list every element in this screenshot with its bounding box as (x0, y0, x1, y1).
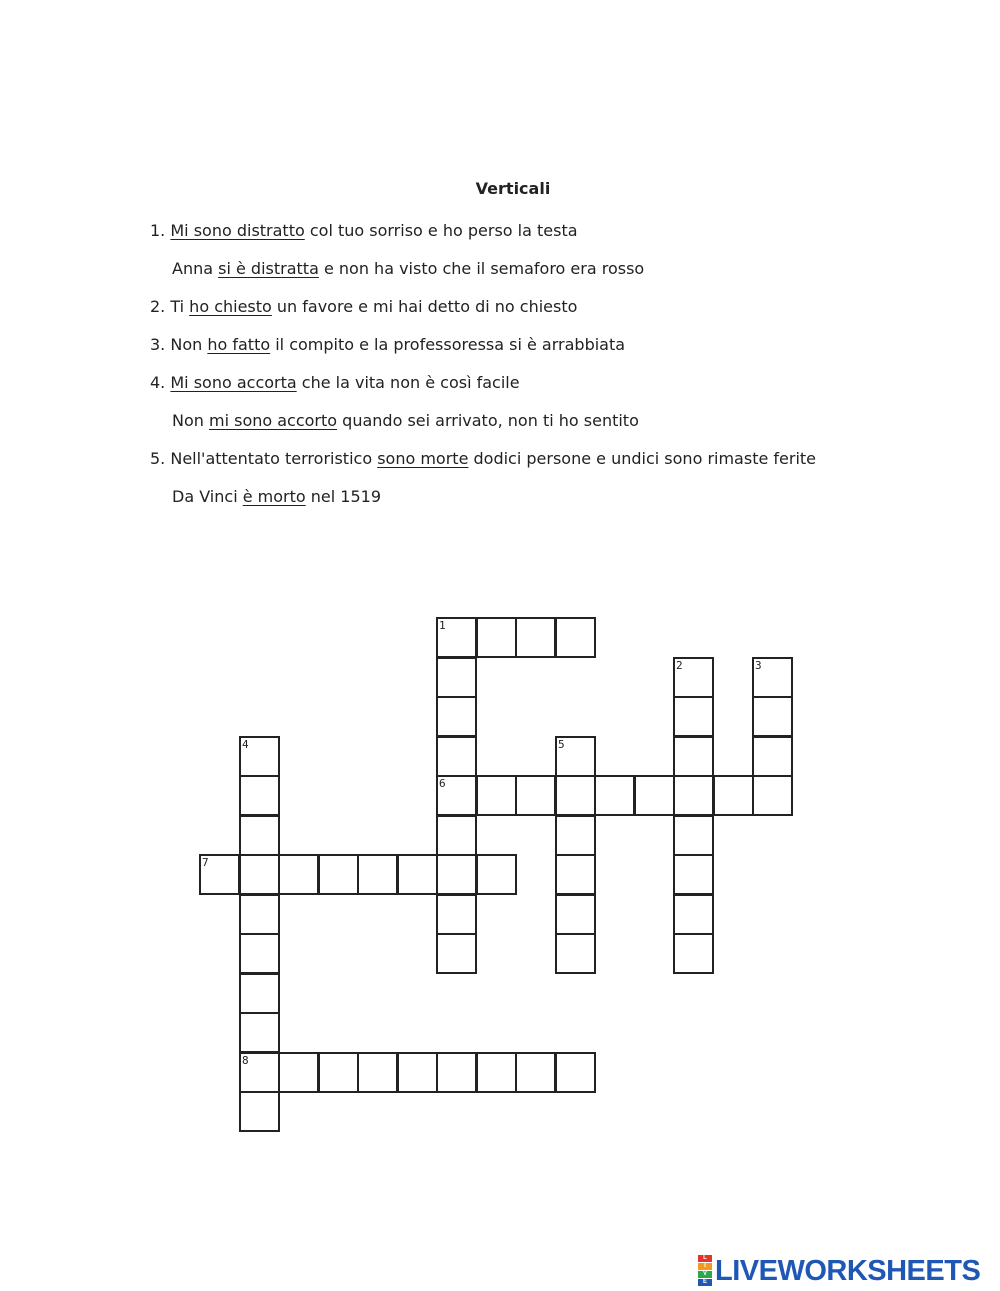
clue-line (150, 372, 520, 394)
crossword-cell[interactable] (357, 1052, 398, 1093)
logo-letter-box: V (698, 1271, 712, 1278)
crossword-cell[interactable] (476, 854, 517, 895)
clue-text: che la vita non è così facile (296, 373, 520, 392)
crossword-cell[interactable] (673, 854, 714, 895)
clue-text: quando sei arrivato, non ti ho sentito (337, 411, 639, 430)
clue-number: 1 (439, 619, 446, 632)
logo-letter-box: E (698, 1279, 712, 1286)
crossword-cell[interactable] (436, 894, 477, 935)
clue-number: 6 (439, 777, 446, 790)
crossword-cell[interactable] (278, 854, 319, 895)
clue-line (150, 334, 625, 356)
crossword-cell[interactable] (436, 1052, 477, 1093)
crossword-cell[interactable] (515, 617, 556, 658)
clue-answer-verb: Mi sono accorta (170, 373, 297, 392)
crossword-cell[interactable] (555, 894, 596, 935)
crossword-cell[interactable] (555, 775, 596, 816)
clue-number: 4 (242, 738, 249, 751)
crossword-cell[interactable] (555, 815, 596, 856)
crossword-cell[interactable] (673, 696, 714, 737)
crossword-cell[interactable] (594, 775, 635, 816)
crossword-cell[interactable] (199, 854, 240, 895)
clue-number: 7 (202, 856, 209, 869)
crossword-cell[interactable] (239, 933, 280, 974)
clue-text: un favore e mi hai detto di no chiesto (271, 297, 578, 316)
clue-text: il compito e la professoressa si è arrabbiata (270, 335, 626, 354)
crossword-cell[interactable] (318, 1052, 359, 1093)
crossword-cell[interactable] (752, 736, 793, 777)
crossword-cell[interactable] (555, 933, 596, 974)
logo-icon (698, 1255, 712, 1286)
crossword-cell[interactable] (436, 815, 477, 856)
crossword-cell[interactable] (239, 1052, 280, 1093)
crossword-cell[interactable] (239, 1012, 280, 1053)
clue-answer-verb: Mi sono distratto (170, 221, 305, 240)
crossword-cell[interactable] (436, 775, 477, 816)
clue-text: 2. Ti (150, 297, 190, 316)
crossword-cell[interactable] (555, 854, 596, 895)
crossword-cell[interactable] (673, 736, 714, 777)
liveworksheets-logo (698, 1255, 980, 1286)
crossword-cell[interactable] (555, 617, 596, 658)
crossword-cell[interactable] (239, 854, 280, 895)
clue-number: 3 (755, 659, 762, 672)
crossword-cell[interactable] (239, 775, 280, 816)
clue-line (172, 410, 639, 432)
crossword-cell[interactable] (515, 1052, 556, 1093)
clue-line (172, 258, 644, 280)
clue-answer-verb: ho fatto (207, 335, 271, 354)
clue-number: 5 (558, 738, 565, 751)
crossword-cell[interactable] (397, 1052, 438, 1093)
crossword-cell[interactable] (555, 736, 596, 777)
clue-text: dodici persone e undici sono rimaste ferite (468, 449, 817, 468)
clue-answer-verb: mi sono accorto (208, 411, 338, 430)
crossword-cell[interactable] (239, 1091, 280, 1132)
clue-number: 2 (676, 659, 683, 672)
section-title: Verticali (475, 179, 551, 198)
clue-answer-verb: è morto (242, 487, 306, 506)
clue-text: 5. Nell'attentato terroristico (150, 449, 378, 468)
clue-text: Anna (172, 259, 219, 278)
clue-text: nel 1519 (305, 487, 381, 506)
crossword-cell[interactable] (278, 1052, 319, 1093)
crossword-cell[interactable] (239, 894, 280, 935)
crossword-cell[interactable] (515, 775, 556, 816)
clue-number: 8 (242, 1054, 249, 1067)
crossword-cell[interactable] (436, 854, 477, 895)
crossword-cell[interactable] (673, 657, 714, 698)
crossword-cell[interactable] (634, 775, 675, 816)
clue-answer-verb: sono morte (377, 449, 469, 468)
crossword-cell[interactable] (436, 617, 477, 658)
clue-text: col tuo sorriso e ho perso la testa (304, 221, 578, 240)
clue-text: Da Vinci (172, 487, 243, 506)
crossword-cell[interactable] (436, 657, 477, 698)
crossword-cell[interactable] (752, 696, 793, 737)
clue-text: 3. Non (150, 335, 208, 354)
crossword-cell[interactable] (318, 854, 359, 895)
crossword-cell[interactable] (357, 854, 398, 895)
crossword-cell[interactable] (752, 657, 793, 698)
crossword-cell[interactable] (673, 933, 714, 974)
logo-text: LIVEWORKSHEETS (715, 1254, 981, 1287)
logo-letter-box: I (698, 1263, 712, 1270)
crossword-cell[interactable] (673, 894, 714, 935)
crossword-cell[interactable] (436, 696, 477, 737)
crossword-cell[interactable] (239, 815, 280, 856)
clue-line (150, 296, 577, 318)
clue-line (150, 220, 578, 242)
crossword-cell[interactable] (476, 775, 517, 816)
clue-text: 4. (150, 373, 171, 392)
crossword-cell[interactable] (476, 1052, 517, 1093)
clue-answer-verb: ho chiesto (189, 297, 272, 316)
crossword-cell[interactable] (713, 775, 754, 816)
clue-line (150, 448, 816, 470)
clue-text: 1. (150, 221, 171, 240)
crossword-cell[interactable] (397, 854, 438, 895)
crossword-cell[interactable] (673, 815, 714, 856)
crossword-cell[interactable] (436, 736, 477, 777)
crossword-cell[interactable] (476, 617, 517, 658)
clue-line (172, 486, 381, 508)
crossword-cell[interactable] (673, 775, 714, 816)
crossword-cell[interactable] (752, 775, 793, 816)
crossword-cell[interactable] (239, 736, 280, 777)
clue-text: e non ha visto che il semaforo era rosso (318, 259, 645, 278)
crossword-cell[interactable] (436, 933, 477, 974)
clue-answer-verb: si è distratta (218, 259, 319, 278)
crossword-cell[interactable] (555, 1052, 596, 1093)
clue-text: Non (172, 411, 209, 430)
crossword-cell[interactable] (239, 973, 280, 1014)
logo-letter-box: L (698, 1255, 712, 1262)
